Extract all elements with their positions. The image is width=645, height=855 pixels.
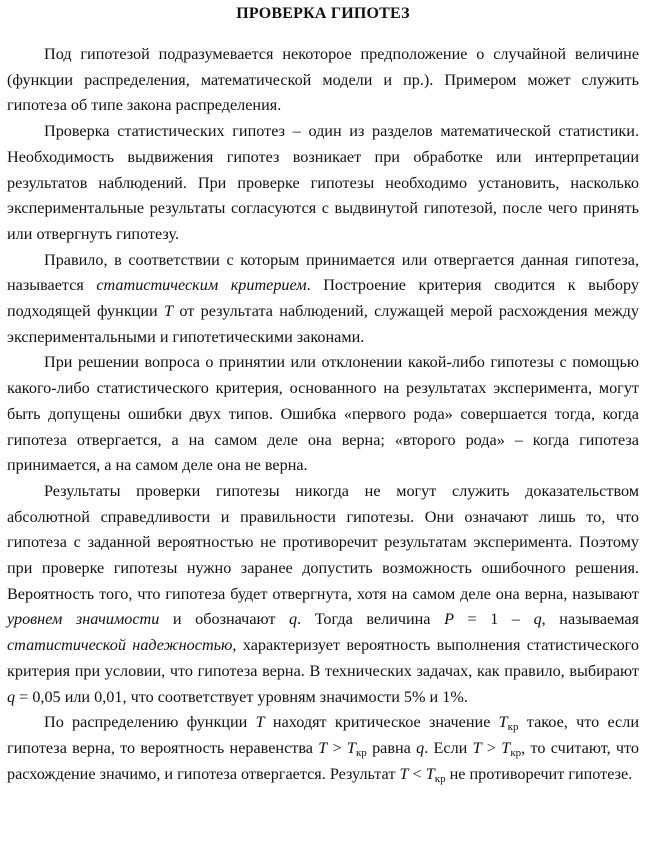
text-run: . Если — [424, 738, 473, 757]
term-statistical-criterion: статистическим критерием — [96, 276, 307, 295]
variable-P: P — [444, 610, 454, 629]
variable-T: T — [318, 738, 328, 757]
variable-T: T — [255, 713, 265, 732]
variable-q: q — [289, 610, 298, 629]
subscript-kp: кр — [507, 721, 519, 734]
text-run: , называемая — [541, 610, 639, 629]
term-statistical-reliability: статистической надежностью — [7, 636, 233, 655]
term-significance-level: уровнем значимости — [7, 610, 160, 629]
text-run: такое, что если гипотеза верна, то вероятность неравенства — [7, 713, 639, 757]
variable-T-critical: T — [346, 738, 356, 757]
operator-lt: < — [408, 764, 426, 783]
text-run: Результаты проверки гипотезы никогда не могут служить доказательством абсолютной справедливости и правильности гипотезы. Они означают лишь то, что гипотеза с заданной вероятностью не противоречит результатам эксперимента. Поэтому при проверке гипотезы нужно заранее допустить возможность ошибочного решения. Вероятность того, что гипотеза будет отвергнута, хотя на самом деле она верна, называют — [7, 481, 639, 603]
text-run: Правило, в соответствии с которым принимается или отвергается данная гипотеза, называется — [7, 250, 639, 295]
variable-T: T — [399, 764, 409, 783]
subscript-kp: кр — [434, 772, 446, 785]
paragraph-statistical-testing: Проверка статистических гипотез – один из разделов математической статистики. Необходимость выдвижения гипотез возникает при обработке или интерпретации результатов наблюдений. При проверке гипотезы необходимо установить, насколько экспериментальные результаты согласуются с выдвинутой гипотезой, после чего принять или отвергнуть гипотезу. — [7, 122, 639, 243]
paragraph-critical-value — [7, 710, 639, 787]
text-run: находят критическое значение — [264, 713, 499, 732]
text-run: , то считают, что расхождение значимо, и гипотеза отвергается. Результат — [7, 738, 639, 783]
paragraph-statistical-criterion — [7, 248, 639, 351]
operator-gt: > — [481, 738, 502, 757]
paragraph-hypothesis-definition: Под гипотезой подразумевается некоторое предположение о случайной величине (функции распределения, математической модели и пр.). Примером может служить гипотеза об типе закона распределения. — [7, 45, 639, 115]
text-run: не противоречит гипотезе. — [445, 764, 633, 783]
variable-T-critical: T — [425, 764, 435, 783]
text-run: равна — [366, 738, 417, 757]
text-run: По распределению функции — [44, 713, 256, 732]
variable-q: q — [416, 738, 425, 757]
variable-T-critical: T — [498, 713, 508, 732]
text-run: , характеризует вероятность выполнения статистического критерия при условии, что гипотеза верна. В технических задачах, как правило, выбирают — [7, 636, 639, 680]
text-run: и обозначают — [159, 610, 290, 629]
text-run: . Тогда величина — [297, 610, 445, 629]
text-run: . Построение критерия сводится к выбору подходящей функции — [7, 276, 639, 321]
variable-T: T — [472, 738, 482, 757]
paragraph-error-types: При решении вопроса о принятии или отклонении какой-либо гипотезы с помощью какого-либо статистического критерия, основанного на результатах эксперимента, могут быть допущены ошибки двух типов. Ошибка «первого рода» совершается тогда, когда гипотеза отвергается, а на самом деле она верна; «второго рода» – когда гипотеза принимается, а на самом деле она не верна. — [7, 353, 639, 475]
text-run: = 0,05 или 0,01, что соответствует уровням значимости 5% и 1%. — [15, 687, 468, 706]
subscript-kp: кр — [355, 746, 367, 759]
variable-T-critical: T — [501, 738, 511, 757]
document-title: ПРОВЕРКА ГИПОТЕЗ — [236, 5, 410, 22]
subscript-kp: кр — [510, 746, 522, 759]
text-run: = 1 – — [453, 610, 534, 629]
paragraph-significance-level — [7, 479, 639, 710]
variable-T: T — [164, 302, 174, 321]
variable-q: q — [7, 687, 16, 706]
operator-gt: > — [327, 738, 347, 757]
variable-q: q — [533, 610, 542, 629]
text-run: от результата наблюдений, служащей мерой расхождения между экспериментальными и гипотетическими законами. — [7, 302, 639, 346]
